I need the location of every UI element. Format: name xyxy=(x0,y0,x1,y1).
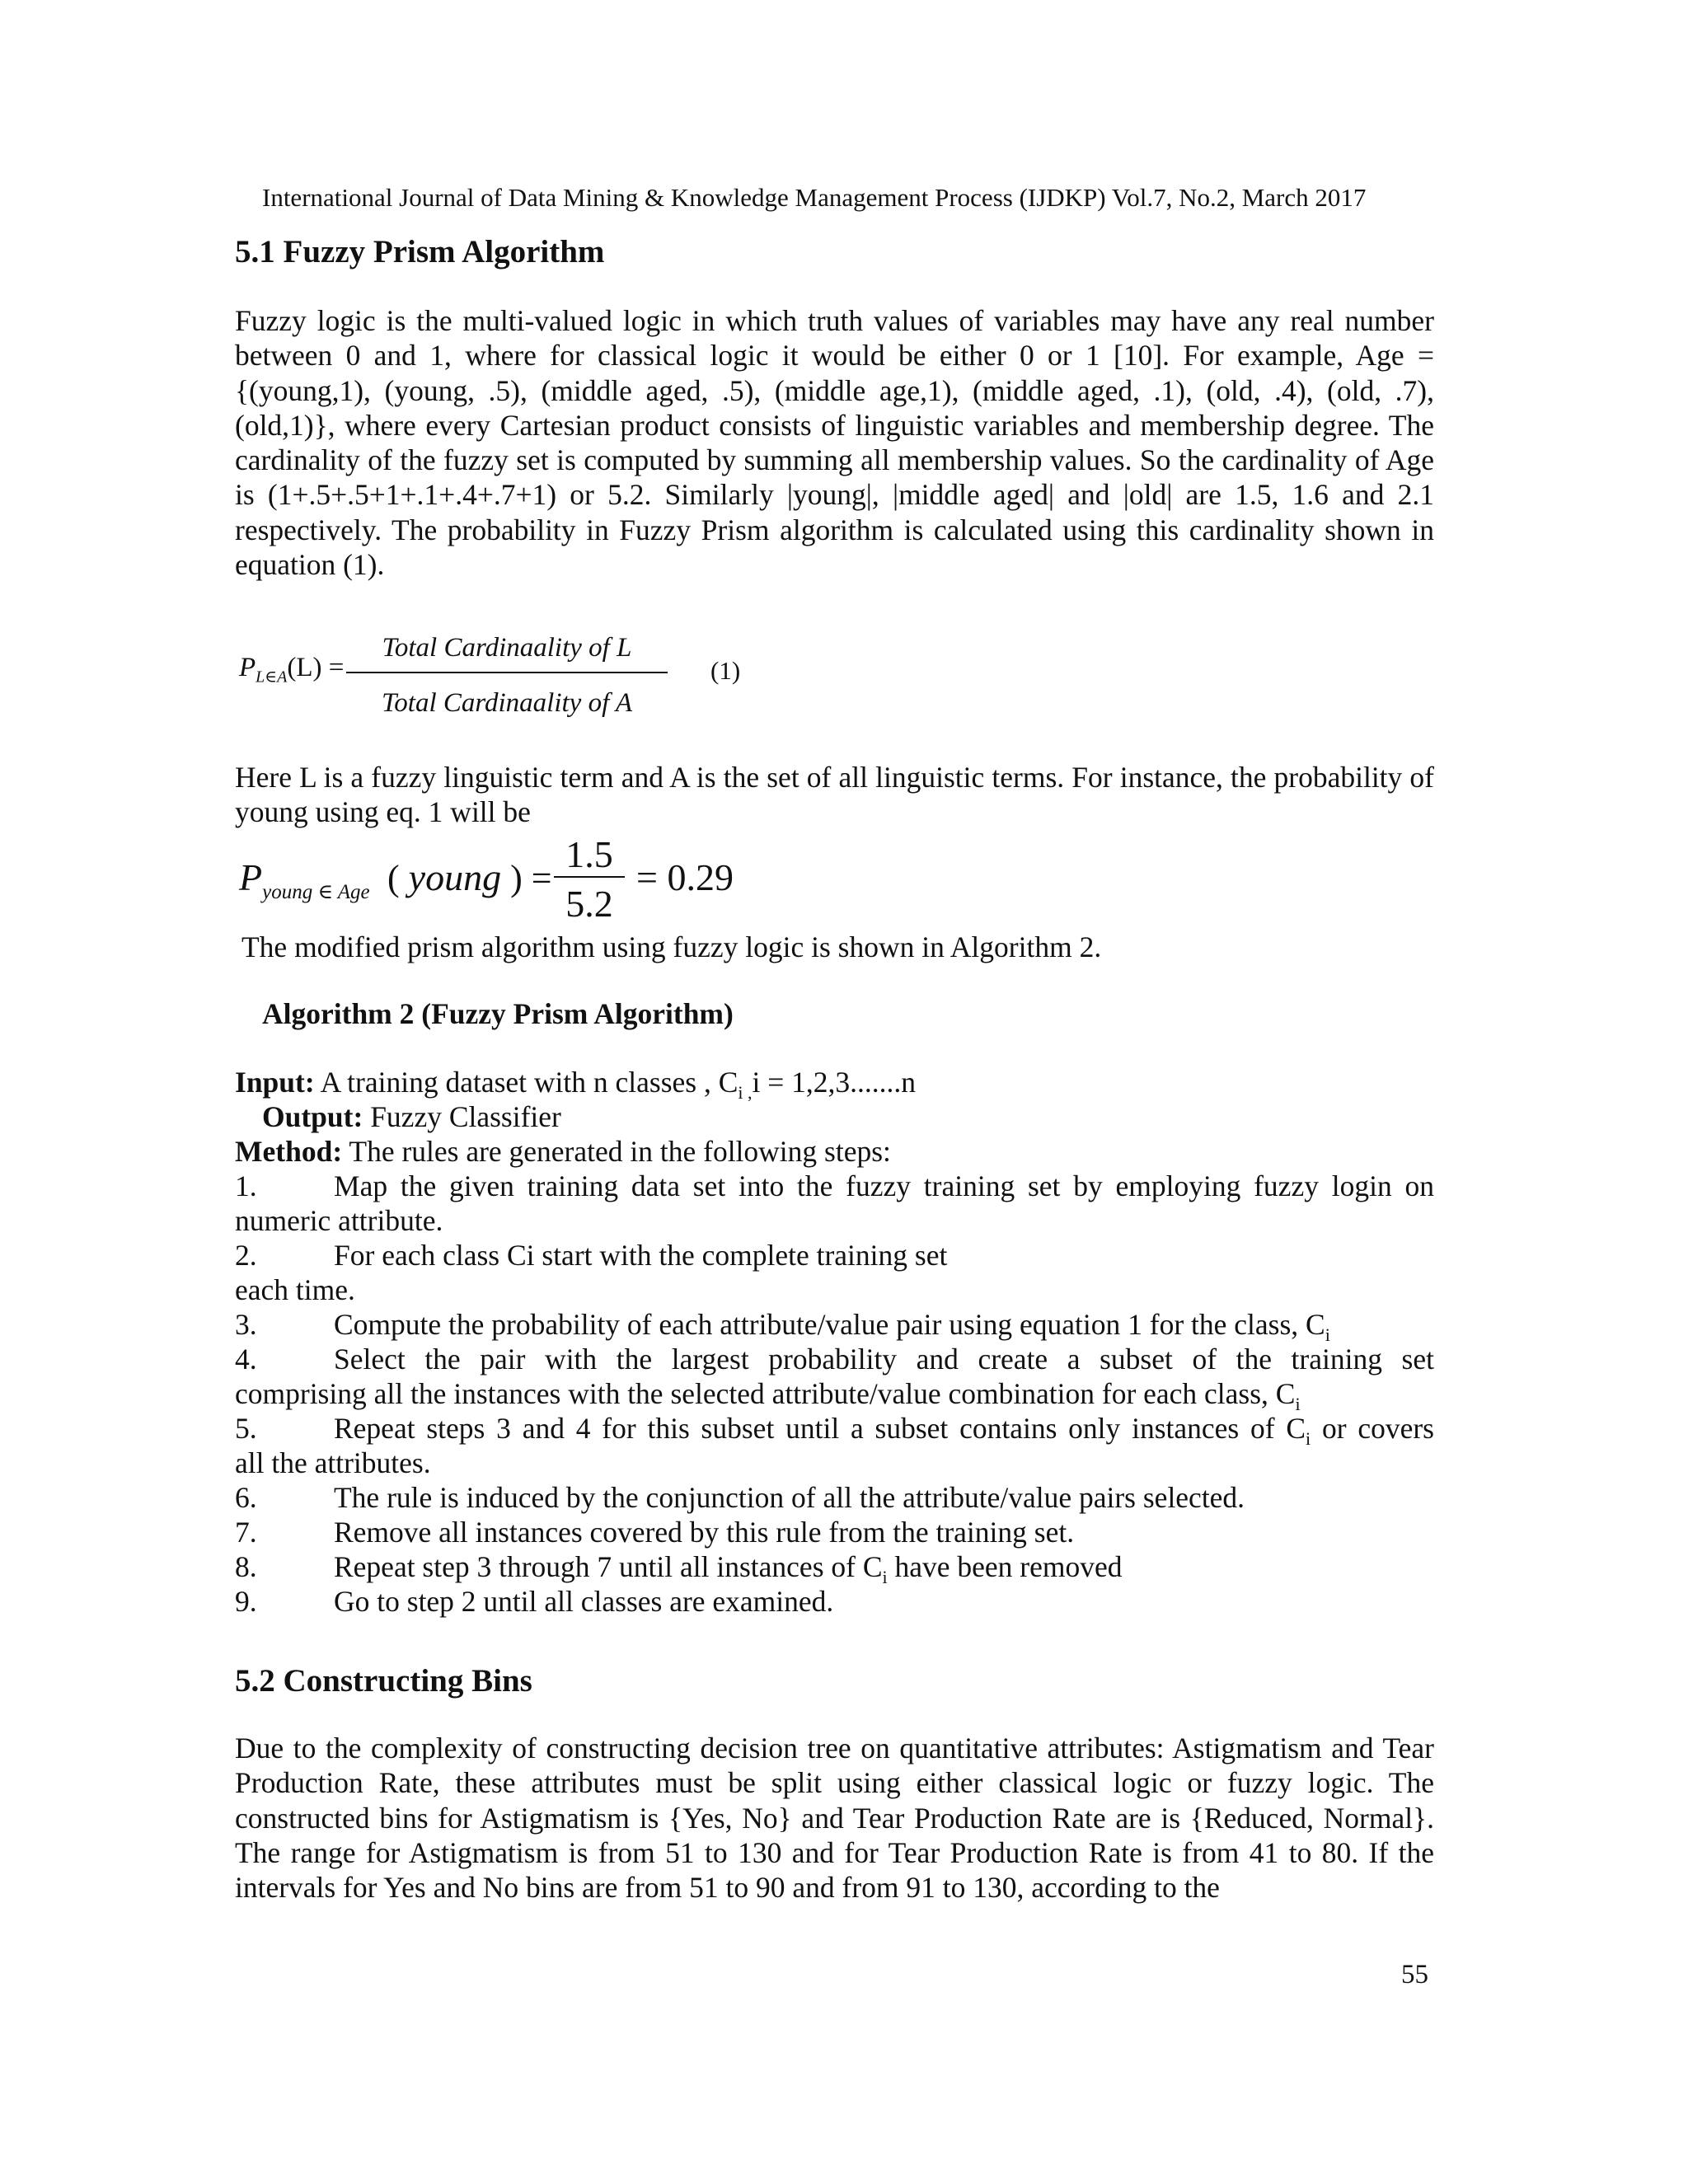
section-5-1-heading: 5.1 Fuzzy Prism Algorithm xyxy=(235,234,605,269)
page-number: 55 xyxy=(1401,1960,1428,1990)
algorithm-input: Input: A training dataset with n classes , $C_{i ,}i = 1,2,3.......n$ xyxy=(235,1066,917,1104)
step-1-continuation: numeric attribute. xyxy=(235,1204,443,1237)
step-1: 1. Map the given training data set into the fuzzy training set by employing fuzzy login on xyxy=(235,1169,1434,1202)
algorithm-output: Output: Fuzzy Classifier xyxy=(262,1100,561,1133)
eq2-denominator: 5.2 xyxy=(565,883,613,925)
step-5: 5. Repeat steps 3 and 4 for this subset until a subset contains only instances of $C_i$ or covers xyxy=(235,1412,1434,1450)
eq2-result: = 0.29 xyxy=(636,856,734,898)
step-5-continuation: all the attributes. xyxy=(235,1446,431,1479)
eq1-numerator: Total Cardinaality of L xyxy=(382,633,632,663)
algorithm-title: Algorithm 2 (Fuzzy Prism Algorithm) xyxy=(262,997,734,1030)
running-header: International Journal of Data Mining & Knowledge Management Process (IJDKP) Vol.7, No.2, March 2017 xyxy=(262,183,1367,212)
eq1-lhs: $P_{L\in A}(L)$ = xyxy=(239,653,345,687)
step-9: 9. Go to step 2 until all classes are examined. xyxy=(235,1585,834,1618)
step-6: 6. The rule is induced by the conjunction of all the attribute/value pairs selected. xyxy=(235,1481,1245,1514)
step-7: 7. Remove all instances covered by this rule from the training set. xyxy=(235,1516,1075,1549)
algorithm-method: Method: The rules are generated in the following steps: xyxy=(235,1135,891,1168)
eq1-denominator: Total Cardinaality of A xyxy=(381,688,633,718)
after-equation-2-text: The modified prism algorithm using fuzzy logic is shown in Algorithm 2. xyxy=(241,930,1102,963)
eq2-argument: ( young ) = xyxy=(387,856,552,898)
step-2: 2. For each class Ci start with the complete training set xyxy=(235,1239,948,1272)
step-3: 3. Compute the probability of each attribute/value pair using equation 1 for the class, $C_i$ xyxy=(235,1308,1330,1346)
step-8: 8. Repeat step 3 through 7 until all instances of $C_i$ have been removed xyxy=(235,1550,1123,1588)
section-5-2-paragraph: Due to the complexity of constructing decision tree on quantitative attributes: Astigmatism and Tear Production Rate, these attributes must be split using either classical logic or fuzzy logic. The constructed bins for Astigmatism is {Yes, No} and Tear Production Rate are is {Reduced, Normal}. The range for Astigmatism is from 51 to 130 and for Tear Production Rate is from 41 to 80. If the intervals for Yes and No bins are from 51 to 90 and from 91 to 130, according to the xyxy=(235,1732,1434,1905)
step-4-continuation: comprising all the instances with the selected attribute/value combination for each class, $C_i$ xyxy=(235,1377,1301,1415)
eq2-numerator: 1.5 xyxy=(565,833,613,875)
eq1-label: (1) xyxy=(710,656,741,685)
section-5-2-heading: 5.2 Constructing Bins xyxy=(235,1663,532,1699)
after-equation-1-paragraph: Here L is a fuzzy linguistic term and A is the set of all linguistic terms. For instance, the probability of young using eq. 1 will be xyxy=(235,761,1434,829)
step-2-continuation: each time. xyxy=(235,1273,355,1306)
section-5-1-intro-paragraph: Fuzzy logic is the multi-valued logic in which truth values of variables may have any real number between 0 and 1, where for classical logic it would be either 0 or 1 [10]. For example, Age = {(young,1), (young, .5), (middle aged, .5), (middle age,1), (middle aged, .1), (old, .4), (old, .7), (old,1)}, where every Cartesian product consists of linguistic variables and membership degree. The cardinality of the fuzzy set is computed by summing all membership values. So the cardinality of Age is (1+.5+.5+1+.1+.4+.7+1) or 5.2. Similarly |young|, |middle aged| and |old| are 1.5, 1.6 and 2.1 respectively. The probability in Fuzzy Prism algorithm is calculated using this cardinality shown in equation (1). xyxy=(235,304,1434,582)
eq1-fraction-bar xyxy=(346,672,668,673)
eq2-lhs: $P_{young \in Age}$ xyxy=(239,856,370,904)
eq2-fraction-bar xyxy=(554,876,625,878)
step-4: 4. Select the pair with the largest probability and create a subset of the training set xyxy=(235,1343,1434,1376)
